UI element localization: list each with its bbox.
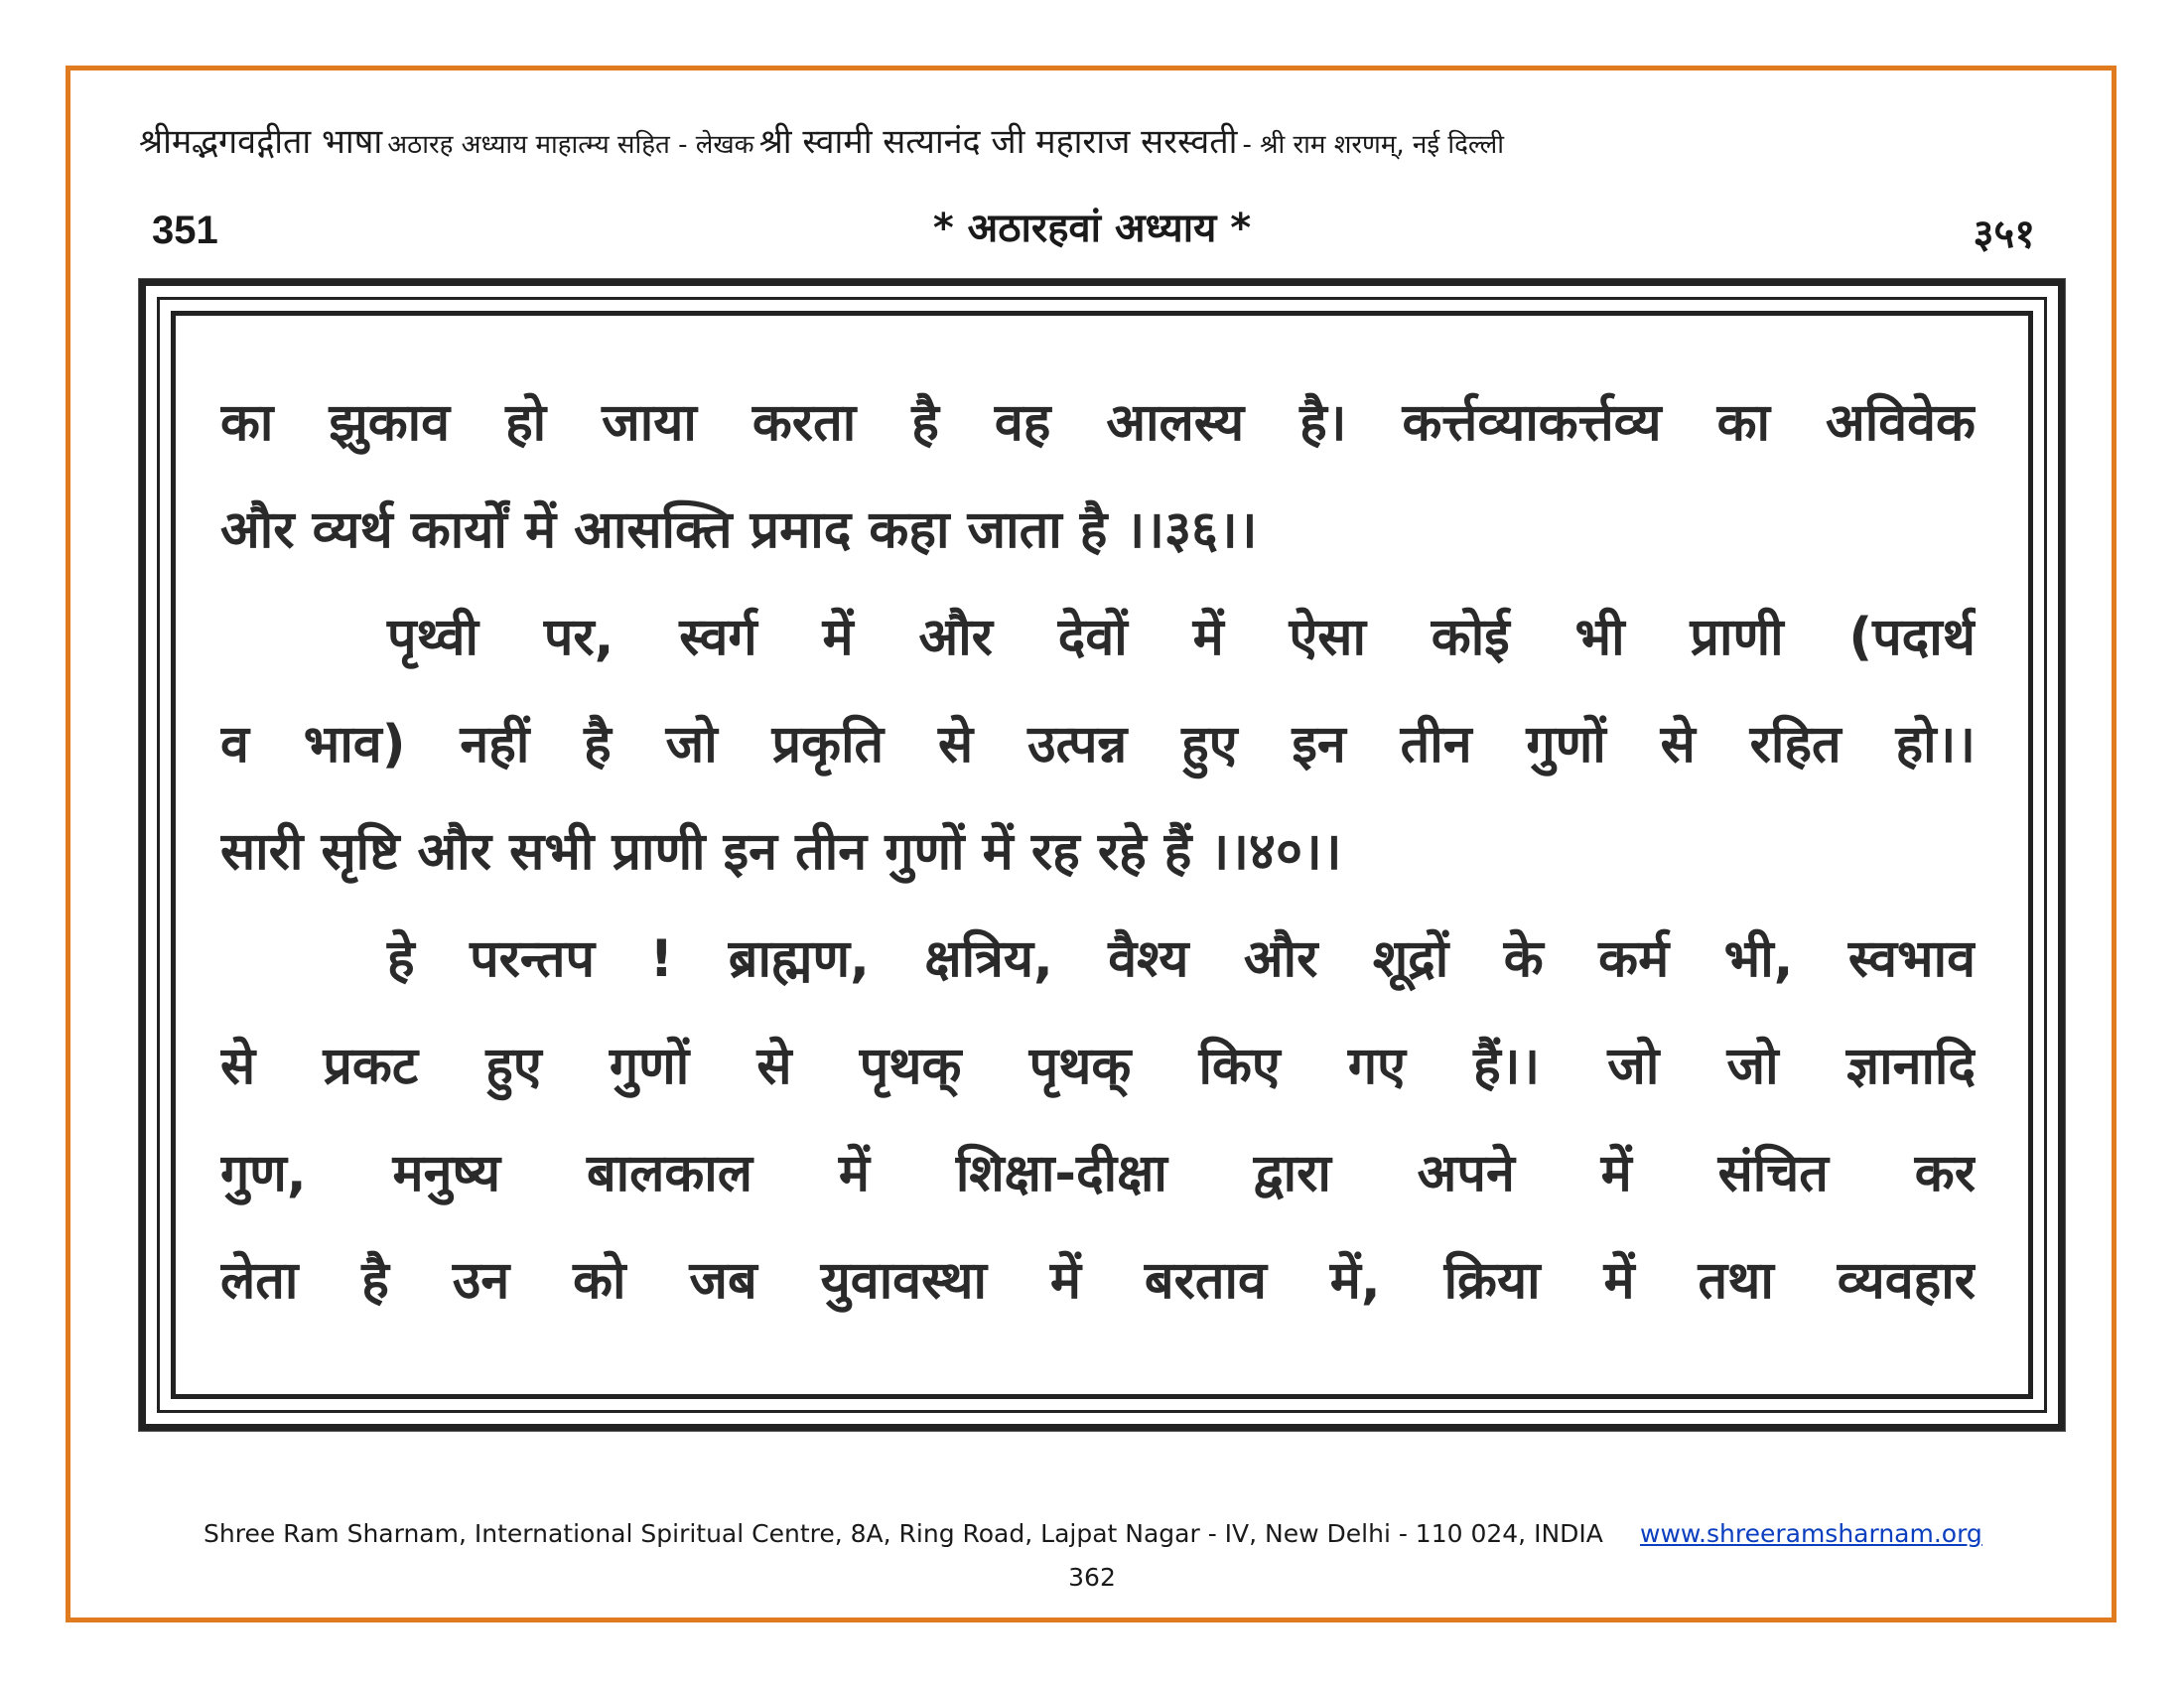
text-line: लेता है उन को जब युवावस्था में बरताव में, क्रिया में तथा व्यवहार [220,1251,1976,1311]
website-link[interactable]: www.shreeramsharnam.org [1640,1519,1982,1548]
text-line: हे परन्तप ! ब्राह्मण, क्षत्रिय, वैश्य और शूद्रों के कर्म भी, स्वभाव [387,929,1976,989]
text-line: का झुकाव हो जाया करता है वह आलस्य है। कर्त्तव्याकर्त्तव्य का अविवेक [220,393,1976,453]
scripture-text [220,369,1976,1335]
footer-address: Shree Ram Sharnam, International Spiritual Centre, 8A, Ring Road, Lajpat Nagar - IV, New Delhi - 110 024, INDIA [204,1519,1603,1548]
text-line: गुण, मनुष्य बालकाल में शिक्षा-दीक्षा द्वारा अपने में संचित कर [220,1144,1976,1203]
book-title: श्रीमद्भगवद्गीता भाषा [139,122,383,162]
book-author: श्री स्वामी सत्यानंद जी महाराज सरस्वती [758,122,1238,162]
book-header [139,117,2045,167]
book-subtitle: अठारह अध्याय माहात्म्य सहित - लेखक [387,130,754,160]
text-line: सारी सृष्टि और सभी प्राणी इन तीन गुणों में रह रहे हैं ।।४०।। [220,822,1342,882]
page-number-left: 351 [152,209,218,252]
page-number-right: ३५१ [1973,211,2035,257]
text-line: से प्रकट हुए गुणों से पृथक् पृथक् किए गए हैं।। जो जो ज्ञानादि [220,1037,1976,1096]
text-line: व भाव) नहीं है जो प्रकृति से उत्पन्न हुए इन तीन गुणों से रहित हो।। [220,715,1976,774]
footer-page-number: 362 [1068,1563,1116,1592]
chapter-title: * अठारहवां अध्याय * [932,206,1252,251]
book-publisher: - श्री राम शरणम्, नई दिल्ली [1242,130,1504,160]
text-line: और व्यर्थ कार्यों में आसक्ति प्रमाद कहा जाता है ।।३६।। [220,500,1258,560]
text-line: पृथ्वी पर, स्वर्ग में और देवों में ऐसा कोई भी प्राणी (पदार्थ [387,608,1976,667]
